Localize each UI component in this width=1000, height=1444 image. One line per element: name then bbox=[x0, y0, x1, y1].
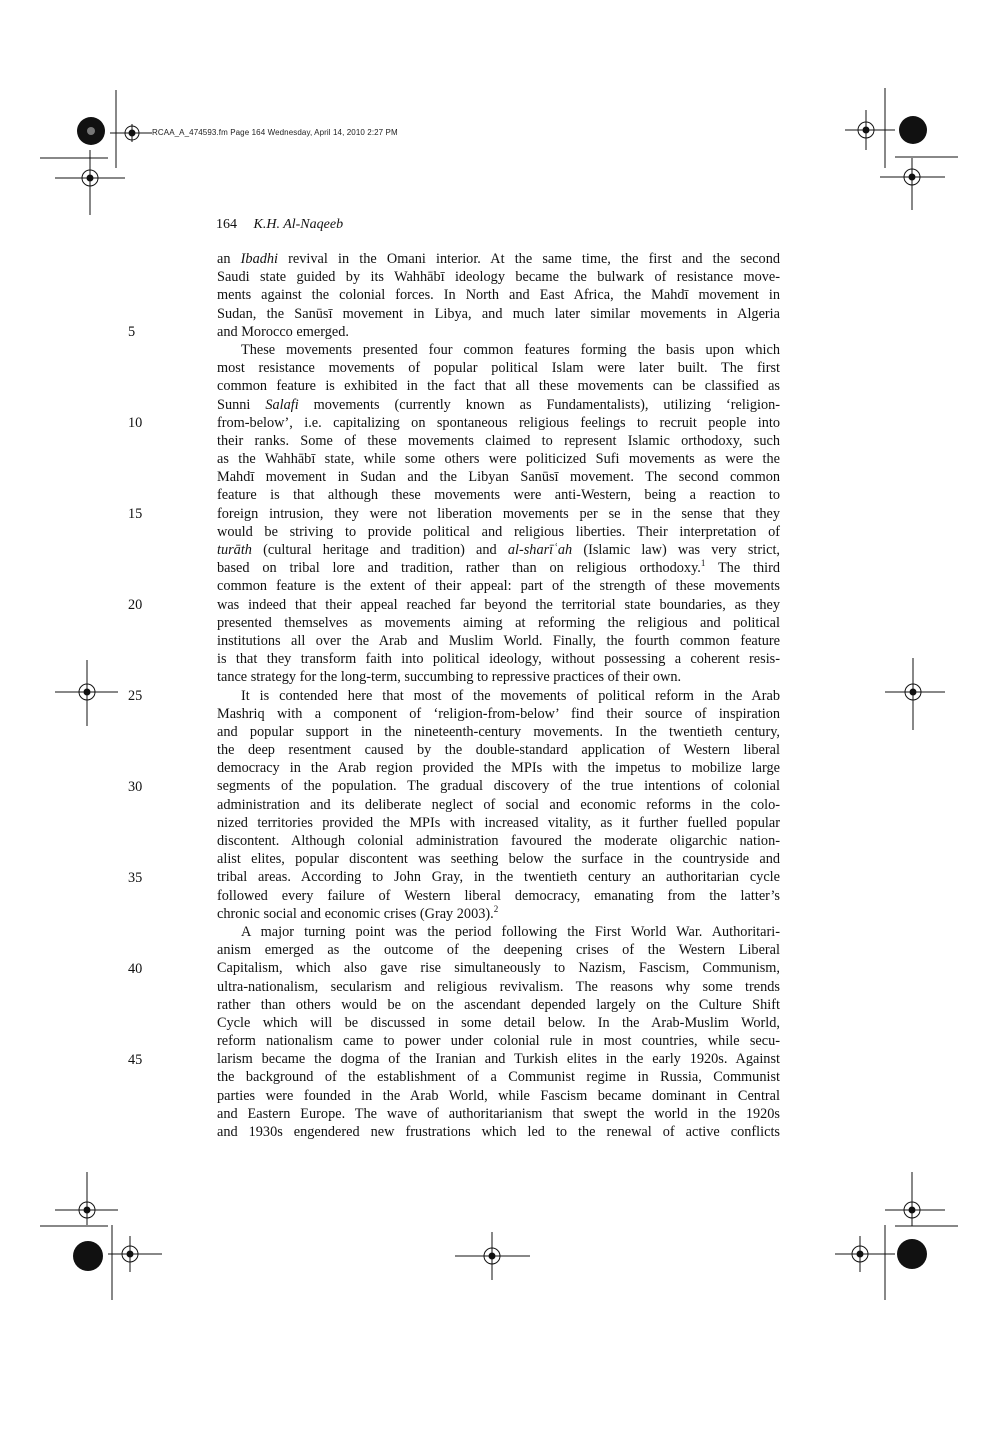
italic-term: al-sharīʿah bbox=[507, 542, 573, 558]
line-number: 20 bbox=[128, 596, 143, 613]
text-line bbox=[217, 396, 780, 414]
text-line bbox=[217, 723, 780, 741]
text-line bbox=[217, 559, 780, 577]
text-run: (cultural heritage and tradition) and bbox=[251, 542, 508, 558]
text-line bbox=[217, 450, 780, 468]
text-run: discontent. Although colonial administration favoured the moderate oligarchic nation- bbox=[217, 833, 780, 849]
text-line bbox=[217, 1123, 780, 1141]
text-line bbox=[217, 505, 780, 523]
text-run: A major turning point was the period following the First World War. Authoritari- bbox=[241, 923, 780, 940]
text-line bbox=[217, 577, 780, 595]
text-line bbox=[217, 250, 780, 268]
text-run: movements (currently known as Fundamentalists), utilizing ‘religion- bbox=[298, 396, 780, 413]
text-line bbox=[217, 777, 780, 795]
text-line bbox=[217, 814, 780, 832]
text-run: chronic social and economic crises (Gray 2003). bbox=[217, 905, 494, 922]
italic-term: turāth bbox=[217, 542, 252, 558]
footnote-ref: 1 bbox=[700, 558, 706, 569]
file-slug: RCAA_A_474593.fm Page 164 Wednesday, April 14, 2010 2:27 PM bbox=[152, 128, 398, 137]
line-number: 40 bbox=[128, 960, 143, 977]
text-run: Capitalism, which also gave rise simultaneously to Nazism, Fascism, Communism, bbox=[217, 960, 780, 977]
text-run: reform nationalism came to power under colonial rule in most countries, while secu- bbox=[217, 1033, 780, 1050]
text-line bbox=[217, 1105, 780, 1123]
text-line bbox=[217, 359, 780, 377]
text-line bbox=[217, 905, 780, 923]
body-text bbox=[217, 250, 780, 1141]
text-run: parties were founded in the Arab World, while Fascism became dominant in Central bbox=[217, 1087, 780, 1104]
text-run: the background of the establishment of a Communist regime in Russia, Communist bbox=[217, 1069, 780, 1086]
text-line bbox=[217, 1087, 780, 1105]
text-run: The third bbox=[705, 560, 780, 577]
text-line bbox=[217, 1032, 780, 1050]
text-run: feature is that although these movements were anti-Western, being a reaction to bbox=[217, 487, 780, 504]
text-line bbox=[217, 341, 780, 359]
italic-term: Ibadhi bbox=[240, 251, 278, 267]
text-run: and 1930s engendered new frustrations which led to the renewal of active conflicts bbox=[217, 1124, 780, 1140]
text-run: Mahdī movement in Sudan and the Libyan Sanūsī movement. The second common bbox=[217, 469, 780, 486]
text-line bbox=[217, 868, 780, 886]
text-line bbox=[217, 668, 780, 686]
text-run: Cycle which will be discussed in some detail below. In the Arab-Muslim World, bbox=[217, 1014, 780, 1031]
text-line bbox=[217, 541, 780, 559]
text-line bbox=[217, 432, 780, 450]
text-line bbox=[217, 596, 780, 614]
text-run: tance strategy for the long-term, succumbing to repressive practices of their own. bbox=[217, 669, 682, 686]
line-number: 45 bbox=[128, 1051, 143, 1068]
text-line bbox=[217, 323, 780, 341]
text-run: ments against the colonial forces. In North and East Africa, the Mahdī movement in bbox=[217, 287, 780, 304]
text-run: These movements presented four common features forming the basis upon which bbox=[241, 341, 780, 358]
text-run: nized territories provided the MPIs with increased vitality, as it further fuelled popular bbox=[217, 814, 780, 831]
line-number: 30 bbox=[128, 778, 143, 795]
text-line bbox=[217, 1068, 780, 1086]
text-run: followed every failure of Western liberal democracy, emanating from the latter’s bbox=[217, 887, 780, 904]
text-line bbox=[217, 959, 780, 977]
text-run: from-below’, i.e. capitalizing on spontaneous religious feelings to recruit people into bbox=[217, 414, 780, 431]
text-line bbox=[217, 705, 780, 723]
text-run: foreign intrusion, they were not liberation movements per se in the sense that they bbox=[217, 505, 780, 522]
text-run: institutions all over the Arab and Muslim World. Finally, the fourth common feature bbox=[217, 632, 780, 649]
text-line bbox=[217, 796, 780, 814]
line-number: 25 bbox=[128, 687, 143, 704]
text-run: presented themselves as movements aiming at reforming the religious and political bbox=[217, 614, 780, 631]
text-line bbox=[217, 850, 780, 868]
text-run: administration and its deliberate neglect of social and economic reforms in the colo- bbox=[217, 796, 780, 813]
text-run: is that they transform faith into political ideology, without possessing a coherent resis- bbox=[217, 651, 780, 668]
text-line bbox=[217, 414, 780, 432]
text-run: alist elites, popular discontent was seething below the surface in the countryside and bbox=[217, 851, 780, 868]
text-line bbox=[217, 996, 780, 1014]
text-line bbox=[217, 614, 780, 632]
line-number: 15 bbox=[128, 505, 143, 522]
text-run: ultra-nationalism, secularism and religious revivalism. The reasons why some trends bbox=[217, 978, 780, 995]
text-run: common feature is exhibited in the fact that all these movements can be classified as bbox=[217, 378, 780, 395]
text-line bbox=[217, 832, 780, 850]
text-run: (Islamic law) was very strict, bbox=[572, 542, 780, 558]
line-number: 10 bbox=[128, 414, 143, 431]
text-line bbox=[217, 741, 780, 759]
text-run: rather than others would be on the ascendant depended largely on the Culture Shift bbox=[217, 996, 780, 1013]
text-line bbox=[217, 305, 780, 323]
text-run: Sudan, the Sanūsī movement in Libya, and much later similar movements in Algeria bbox=[217, 305, 780, 322]
line-number: 5 bbox=[128, 323, 136, 340]
footnote-ref: 2 bbox=[493, 903, 499, 914]
line-number: 35 bbox=[128, 869, 143, 886]
text-run: based on tribal lore and tradition, rather than on religious orthodoxy. bbox=[217, 560, 701, 577]
text-run: tribal areas. According to John Gray, in the twentieth century an authoritarian cycle bbox=[217, 869, 780, 886]
text-run: most resistance movements of popular political Islam were later built. The first bbox=[217, 360, 780, 377]
text-run: Saudi state guided by its Wahhābī ideology became the bulwark of resistance move- bbox=[217, 269, 780, 286]
text-line bbox=[217, 941, 780, 959]
text-line bbox=[217, 978, 780, 996]
text-line bbox=[217, 687, 780, 705]
text-run: was indeed that their appeal reached far beyond the territorial state boundaries, as they bbox=[217, 596, 780, 613]
running-head bbox=[216, 217, 343, 233]
text-line bbox=[217, 887, 780, 905]
text-line bbox=[217, 377, 780, 395]
text-line bbox=[217, 1050, 780, 1068]
text-line bbox=[217, 632, 780, 650]
text-run: the deep resentment caused by the double-standard application of Western liberal bbox=[217, 742, 780, 759]
text-run: It is contended here that most of the movements of political reform in the Arab bbox=[241, 687, 780, 704]
text-line bbox=[217, 759, 780, 777]
text-run: segments of the population. The gradual discovery of the true intentions of colonial bbox=[217, 778, 780, 795]
page-number: 164 bbox=[216, 217, 237, 232]
text-line bbox=[217, 923, 780, 941]
text-line bbox=[217, 650, 780, 668]
text-line bbox=[217, 286, 780, 304]
text-line bbox=[217, 468, 780, 486]
text-line bbox=[217, 1014, 780, 1032]
text-run: their ranks. Some of these movements claimed to represent Islamic orthodoxy, such bbox=[217, 432, 780, 449]
text-run: anism emerged as the outcome of the deepening crises of the Western Liberal bbox=[217, 942, 780, 959]
text-line bbox=[217, 486, 780, 504]
text-run: larism became the dogma of the Iranian and Turkish elites in the early 1920s. Against bbox=[217, 1051, 780, 1068]
text-line bbox=[217, 268, 780, 286]
text-run: an bbox=[217, 251, 241, 267]
italic-term: Salafi bbox=[265, 396, 299, 413]
running-head-author: K.H. Al-Naqeeb bbox=[253, 217, 344, 232]
text-run: Mashriq with a component of ‘religion-from-below’ find their source of inspiration bbox=[217, 705, 780, 722]
text-run: revival in the Omani interior. At the same time, the first and the second bbox=[278, 251, 780, 267]
text-run: common feature is the extent of their appeal: part of the strength of these movements bbox=[217, 578, 780, 595]
text-run: and Eastern Europe. The wave of authoritarianism that swept the world in the 1920s bbox=[217, 1105, 780, 1122]
text-run: democracy in the Arab region provided the MPIs with the impetus to mobilize large bbox=[217, 760, 780, 777]
text-run: would be striving to provide political and religious liberties. Their interpretation of bbox=[217, 523, 780, 540]
text-run: as the Wahhābī state, while some others were politicized Sufi movements as were the bbox=[217, 451, 780, 468]
text-run: and popular support in the nineteenth-century movements. In the twentieth century, bbox=[217, 723, 780, 740]
text-run: Sunni bbox=[217, 396, 266, 413]
text-line bbox=[217, 523, 780, 541]
text-run: and Morocco emerged. bbox=[217, 323, 349, 340]
